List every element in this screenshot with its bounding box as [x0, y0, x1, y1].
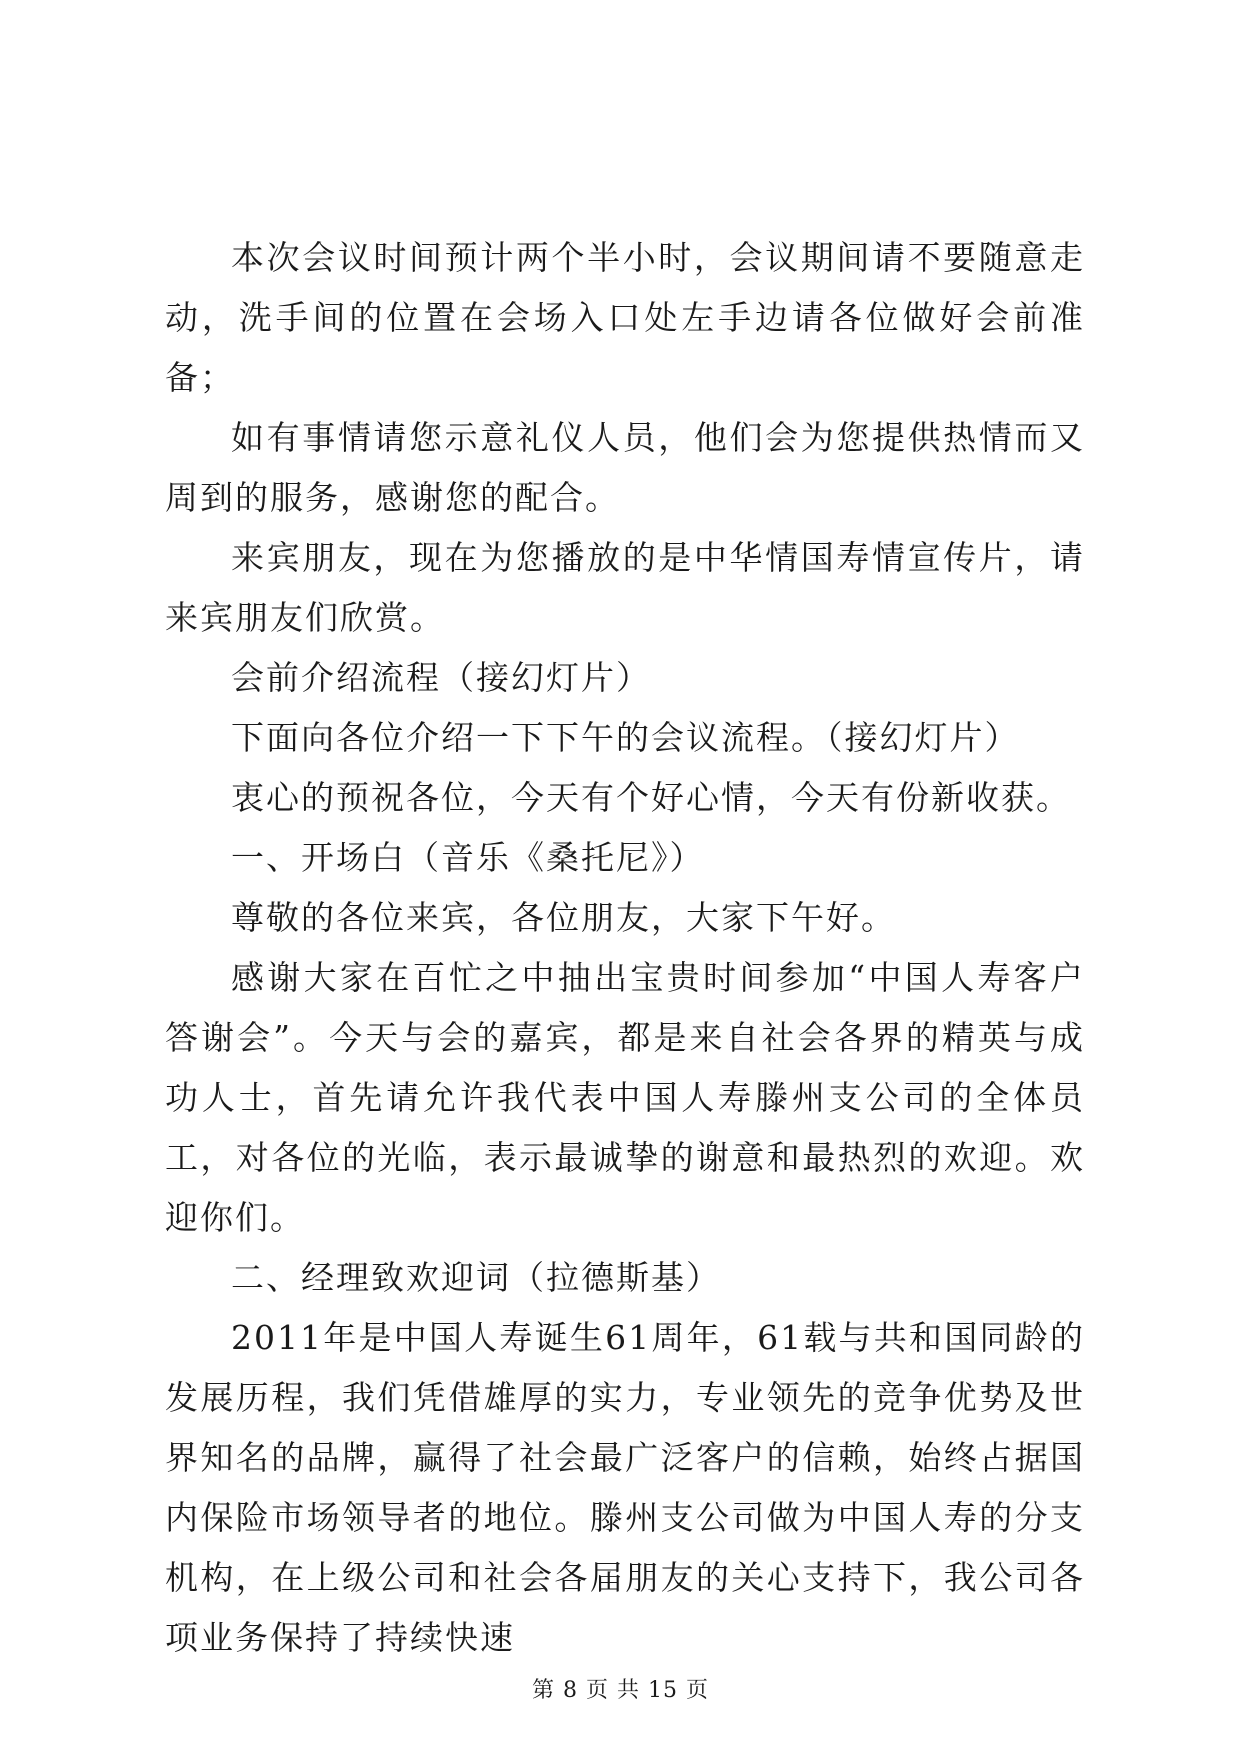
heading-manager-speech: 二、经理致欢迎词（拉德斯基）	[231, 1258, 721, 1297]
paragraph-agenda-intro: 会前介绍流程（接幻灯片）	[231, 658, 651, 697]
paragraph-company-history: 2011年是中国人寿诞生61周年，61载与共和国同龄的发展历程，我们凭借雄厚的实力，专业领先的竞争优势及世界知名的品牌，赢得了社会最广泛客户的信赖，始终占据国内保险市场领导者的地位。滕州支公司做为中国人寿的分支机构，在上级公司和社会各届朋友的关心支持下，我公司各项业务保持了持续快速	[165, 1318, 1085, 1657]
paragraph-agenda-afternoon: 下面向各位介绍一下下午的会议流程。（接幻灯片）	[231, 718, 1020, 757]
paragraph-wishes: 衷心的预祝各位，今天有个好心情，今天有份新收获。	[231, 778, 1071, 817]
paragraph-thanks: 感谢大家在百忙之中抽出宝贵时间参加“中国人寿客户答谢会”。今天与会的嘉宾，都是来自社会各界的精英与成功人士，首先请允许我代表中国人寿滕州支公司的全体员工，对各位的光临，表示最诚挚的谢意和最热烈的欢迎。欢迎你们。	[165, 958, 1085, 1237]
heading-opening: 一、开场白（音乐《桑托尼》）	[231, 838, 705, 877]
paragraph-greeting: 尊敬的各位来宾，各位朋友，大家下午好。	[231, 898, 896, 937]
paragraph-promo-video: 来宾朋友，现在为您播放的是中华情国寿情宣传片，请来宾朋友们欣赏。	[165, 538, 1085, 637]
page-number-footer: 第 8 页 共 15 页	[532, 1678, 709, 1703]
document-body	[165, 228, 1085, 1668]
paragraph-etiquette-staff: 如有事情请您示意礼仪人员，他们会为您提供热情而又周到的服务，感谢您的配合。	[165, 418, 1085, 517]
paragraph-meeting-time: 本次会议时间预计两个半小时，会议期间请不要随意走动，洗手间的位置在会场入口处左手边请各位做好会前准备；	[165, 238, 1085, 397]
